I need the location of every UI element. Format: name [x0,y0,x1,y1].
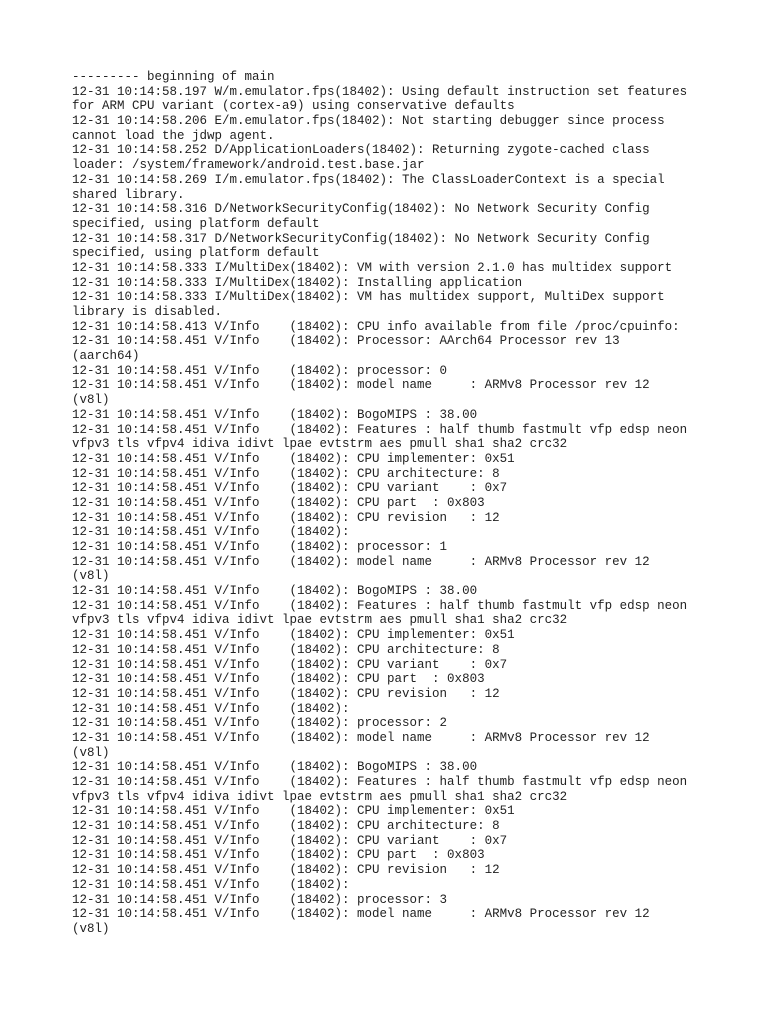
log-line: 12-31 10:14:58.451 V/Info (18402): CPU implementer: 0x51 [72,628,515,643]
log-line: 12-31 10:14:58.451 V/Info (18402): CPU variant : 0x7 [72,481,508,496]
log-line: (aarch64) [72,349,140,364]
log-line: loader: /system/framework/android.test.base.jar [72,158,425,173]
log-line: 12-31 10:14:58.451 V/Info (18402): model name : ARMv8 Processor rev 12 [72,907,650,922]
log-line: 12-31 10:14:58.451 V/Info (18402): model name : ARMv8 Processor rev 12 [72,554,650,569]
log-line: 12-31 10:14:58.451 V/Info (18402): CPU part : 0x803 [72,672,485,687]
log-line: 12-31 10:14:58.451 V/Info (18402): Processor: AArch64 Processor rev 13 [72,334,620,349]
log-line: 12-31 10:14:58.269 I/m.emulator.fps(18402): The ClassLoaderContext is a special [72,172,665,187]
log-line: 12-31 10:14:58.451 V/Info (18402): CPU architecture: 8 [72,466,500,481]
log-line: 12-31 10:14:58.451 V/Info (18402): [72,877,350,892]
log-line: shared library. [72,187,185,202]
log-line: 12-31 10:14:58.451 V/Info (18402): CPU revision : 12 [72,510,500,525]
log-line: 12-31 10:14:58.451 V/Info (18402): Features : half thumb fastmult vfp edsp neon [72,422,688,437]
log-line: 12-31 10:14:58.451 V/Info (18402): Features : half thumb fastmult vfp edsp neon [72,598,688,613]
log-line: 12-31 10:14:58.451 V/Info (18402): BogoMIPS : 38.00 [72,407,478,422]
log-line: 12-31 10:14:58.451 V/Info (18402): processor: 1 [72,540,448,554]
log-line: 12-31 10:14:58.451 V/Info (18402): CPU revision : 12 [72,686,500,701]
log-line: 12-31 10:14:58.451 V/Info (18402): CPU revision : 12 [72,863,500,878]
log-line: 12-31 10:14:58.252 D/ApplicationLoaders(18402): Returning zygote-cached class [72,143,650,158]
log-line: for ARM CPU variant (cortex-a9) using conservative defaults [72,99,515,114]
log-line: 12-31 10:14:58.451 V/Info (18402): model name : ARMv8 Processor rev 12 [72,378,650,393]
log-line: 12-31 10:14:58.451 V/Info (18402): CPU architecture: 8 [72,642,500,657]
log-line: 12-31 10:14:58.333 I/MultiDex(18402): VM with version 2.1.0 has multidex support [72,260,673,275]
log-line: (v8l) [72,393,110,408]
log-line: 12-31 10:14:58.451 V/Info (18402): CPU implementer: 0x51 [72,804,515,819]
log-line: 12-31 10:14:58.197 W/m.emulator.fps(18402): Using default instruction set features [72,84,688,99]
log-line: 12-31 10:14:58.333 I/MultiDex(18402): VM has multidex support, MultiDex support [72,290,665,305]
log-line: 12-31 10:14:58.451 V/Info (18402): CPU implementer: 0x51 [72,451,515,466]
log-line: vfpv3 tls vfpv4 idiva idivt lpae evtstrm aes pmull sha1 sha2 crc32 [72,789,568,804]
log-line: specified, using platform default [72,216,320,231]
log-line: cannot load the jdwp agent. [72,128,275,143]
log-line: 12-31 10:14:58.451 V/Info (18402): [72,701,350,716]
log-line: (v8l) [72,745,110,760]
log-line: 12-31 10:14:58.451 V/Info (18402): model name : ARMv8 Processor rev 12 [72,730,650,745]
log-line: 12-31 10:14:58.451 V/Info (18402): Features : half thumb fastmult vfp edsp neon [72,775,688,789]
log-line: vfpv3 tls vfpv4 idiva idivt lpae evtstrm aes pmull sha1 sha2 crc32 [72,437,568,452]
log-line: 12-31 10:14:58.413 V/Info (18402): CPU info available from file /proc/cpuinfo: [72,319,680,334]
log-line: (v8l) [72,569,110,584]
log-line: 12-31 10:14:58.317 D/NetworkSecurityConfig(18402): No Network Security Config [72,231,650,246]
log-line: --------- beginning of main [72,70,275,84]
log-line: 12-31 10:14:58.333 I/MultiDex(18402): Installing application [72,275,523,290]
log-line: 12-31 10:14:58.316 D/NetworkSecurityConfig(18402): No Network Security Config [72,202,650,217]
log-line: specified, using platform default [72,246,320,261]
log-line: 12-31 10:14:58.451 V/Info (18402): processor: 0 [72,363,448,378]
log-line: (v8l) [72,921,110,936]
log-line: 12-31 10:14:58.451 V/Info (18402): CPU architecture: 8 [72,819,500,834]
log-line: 12-31 10:14:58.451 V/Info (18402): CPU part : 0x803 [72,495,485,510]
log-line: library is disabled. [72,305,223,319]
log-line: 12-31 10:14:58.206 E/m.emulator.fps(18402): Not starting debugger since process [72,114,665,129]
log-line: 12-31 10:14:58.451 V/Info (18402): BogoMIPS : 38.00 [72,760,478,775]
log-line: 12-31 10:14:58.451 V/Info (18402): CPU part : 0x803 [72,848,485,863]
log-line: 12-31 10:14:58.451 V/Info (18402): BogoMIPS : 38.00 [72,584,478,599]
log-line: vfpv3 tls vfpv4 idiva idivt lpae evtstrm aes pmull sha1 sha2 crc32 [72,613,568,628]
log-line: 12-31 10:14:58.451 V/Info (18402): CPU variant : 0x7 [72,657,508,672]
log-line: 12-31 10:14:58.451 V/Info (18402): processor: 3 [72,892,448,907]
log-line: 12-31 10:14:58.451 V/Info (18402): processor: 2 [72,716,448,731]
log-line: 12-31 10:14:58.451 V/Info (18402): CPU variant : 0x7 [72,833,508,848]
log-line: 12-31 10:14:58.451 V/Info (18402): [72,525,350,540]
log-output [72,70,712,937]
